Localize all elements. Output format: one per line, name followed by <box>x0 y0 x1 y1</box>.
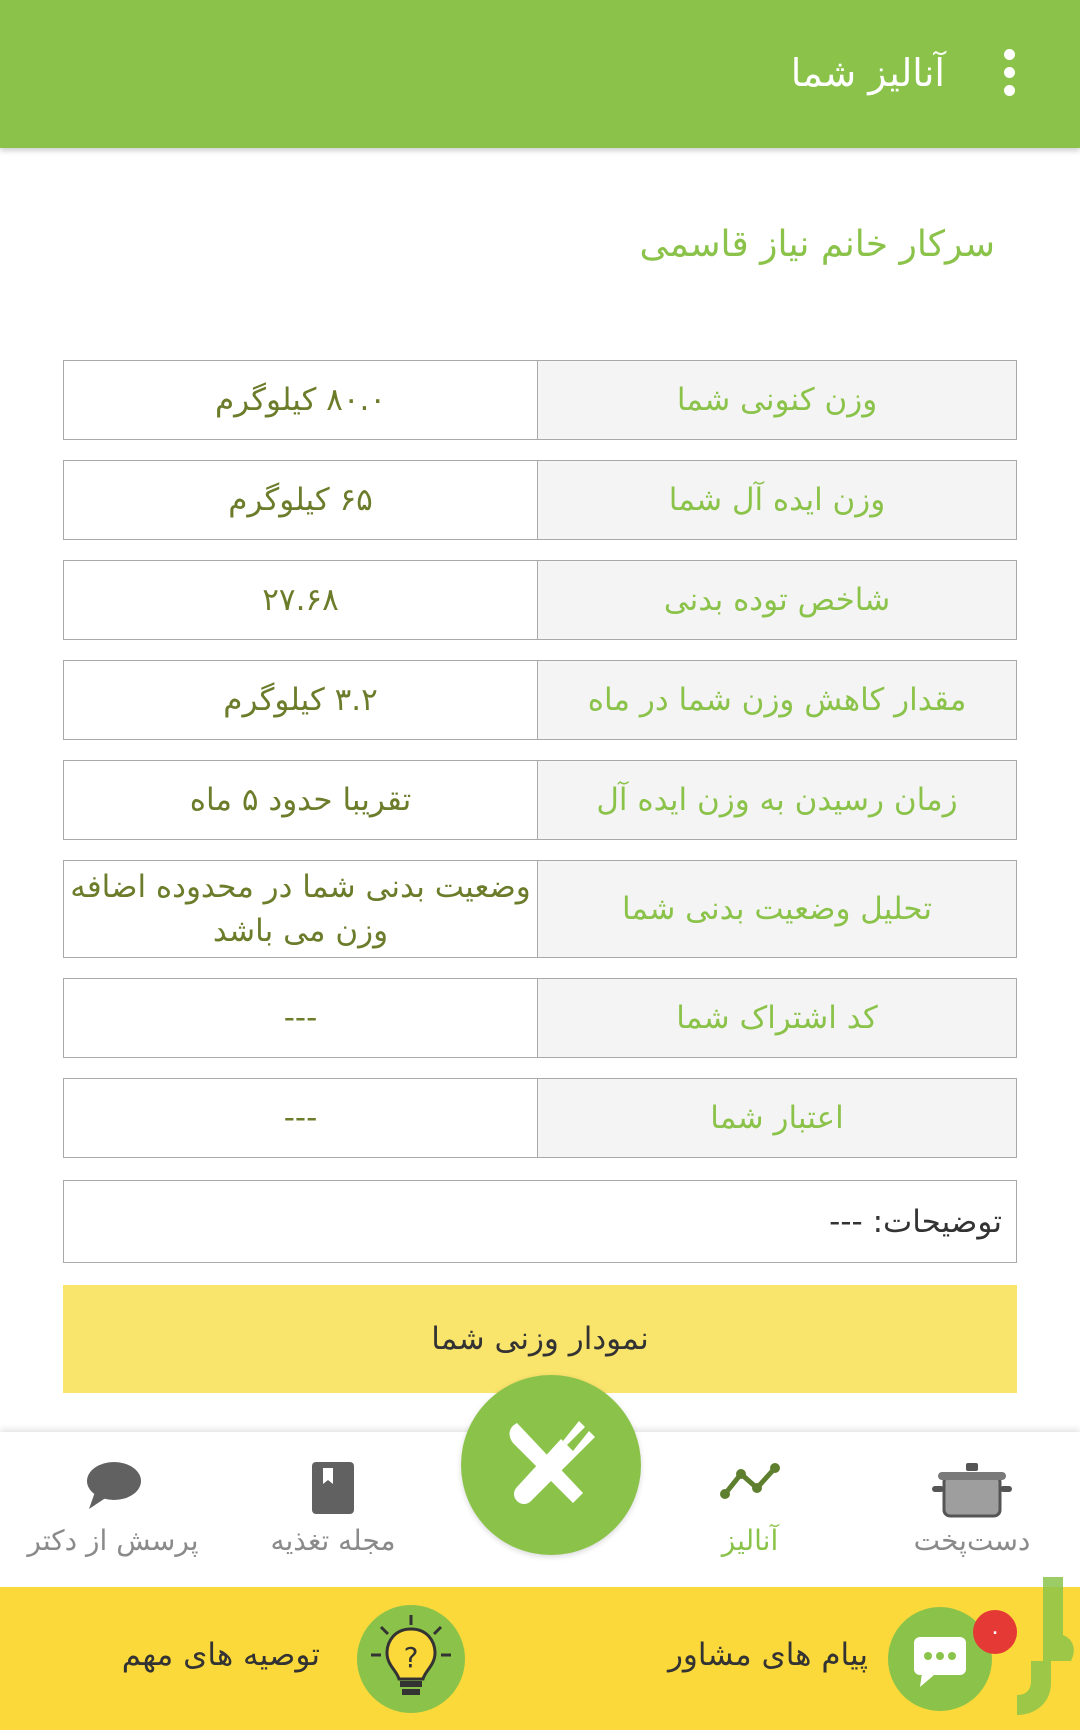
user-greeting: سرکار خانم نیاز قاسمی <box>639 224 995 265</box>
row-subscription-code <box>63 978 1017 1058</box>
book-icon <box>310 1460 356 1520</box>
chat-bubble-icon <box>83 1460 143 1516</box>
lightbulb-question-icon[interactable] <box>357 1605 465 1713</box>
row-value: ۶۵ کیلوگرم <box>63 460 538 540</box>
cafebazaar-logo-icon <box>995 1565 1080 1730</box>
row-credit <box>63 1078 1017 1158</box>
nav-item-analysis[interactable] <box>650 1432 850 1587</box>
row-time-to-ideal <box>63 760 1017 840</box>
nav-label: مجله تغذیه <box>270 1524 396 1557</box>
tips-label[interactable]: توصیه های مهم <box>121 1637 320 1673</box>
row-value: ۸۰.۰ کیلوگرم <box>63 360 538 440</box>
more-vert-icon[interactable] <box>985 44 1033 102</box>
nav-item-recipes[interactable] <box>872 1432 1072 1587</box>
app-bar <box>0 0 1080 148</box>
fork-knife-fab[interactable] <box>461 1375 641 1555</box>
row-current-weight <box>63 360 1017 440</box>
row-value: --- <box>63 978 538 1058</box>
nav-item-ask-doctor[interactable] <box>13 1432 213 1587</box>
row-label: زمان رسیدن به وزن ایده آل <box>537 760 1017 840</box>
cooking-pot-icon <box>930 1460 1014 1526</box>
messages-label[interactable]: پیام های مشاور <box>667 1637 868 1673</box>
row-monthly-loss <box>63 660 1017 740</box>
row-label: شاخص توده بدنی <box>537 560 1017 640</box>
weight-chart-button[interactable]: نمودار وزنی شما <box>63 1285 1017 1393</box>
unread-badge: ۰ <box>973 1610 1017 1654</box>
row-label: وزن ایده آل شما <box>537 460 1017 540</box>
row-label: وزن کنونی شما <box>537 360 1017 440</box>
row-value: تقریبا حدود ۵ ماه <box>63 760 538 840</box>
row-ideal-weight <box>63 460 1017 540</box>
row-value: وضعیت بدنی شما در محدوده اضافه وزن می باشد <box>63 860 538 958</box>
row-bmi <box>63 560 1017 640</box>
row-label: اعتبار شما <box>537 1078 1017 1158</box>
row-label: تحلیل وضعیت بدنی شما <box>537 860 1017 958</box>
notes-box: توضیحات: --- <box>63 1180 1017 1263</box>
trend-line-icon <box>719 1460 781 1504</box>
nav-item-magazine[interactable] <box>233 1432 433 1587</box>
nav-label: دست‌پخت <box>913 1524 1031 1557</box>
fork-knife-icon <box>501 1415 601 1515</box>
nav-label: پرسش از دکتر <box>27 1524 199 1557</box>
row-label: مقدار کاهش وزن شما در ماه <box>537 660 1017 740</box>
footer-bar <box>0 1587 1080 1730</box>
row-value: ۳.۲ کیلوگرم <box>63 660 538 740</box>
row-value: ۲۷.۶۸ <box>63 560 538 640</box>
svg-text:?: ? <box>403 1641 419 1674</box>
nav-label: آنالیز <box>721 1524 779 1557</box>
row-value: --- <box>63 1078 538 1158</box>
page-title: آنالیز شما <box>790 51 945 95</box>
row-body-analysis <box>63 860 1017 958</box>
row-label: کد اشتراک شما <box>537 978 1017 1058</box>
